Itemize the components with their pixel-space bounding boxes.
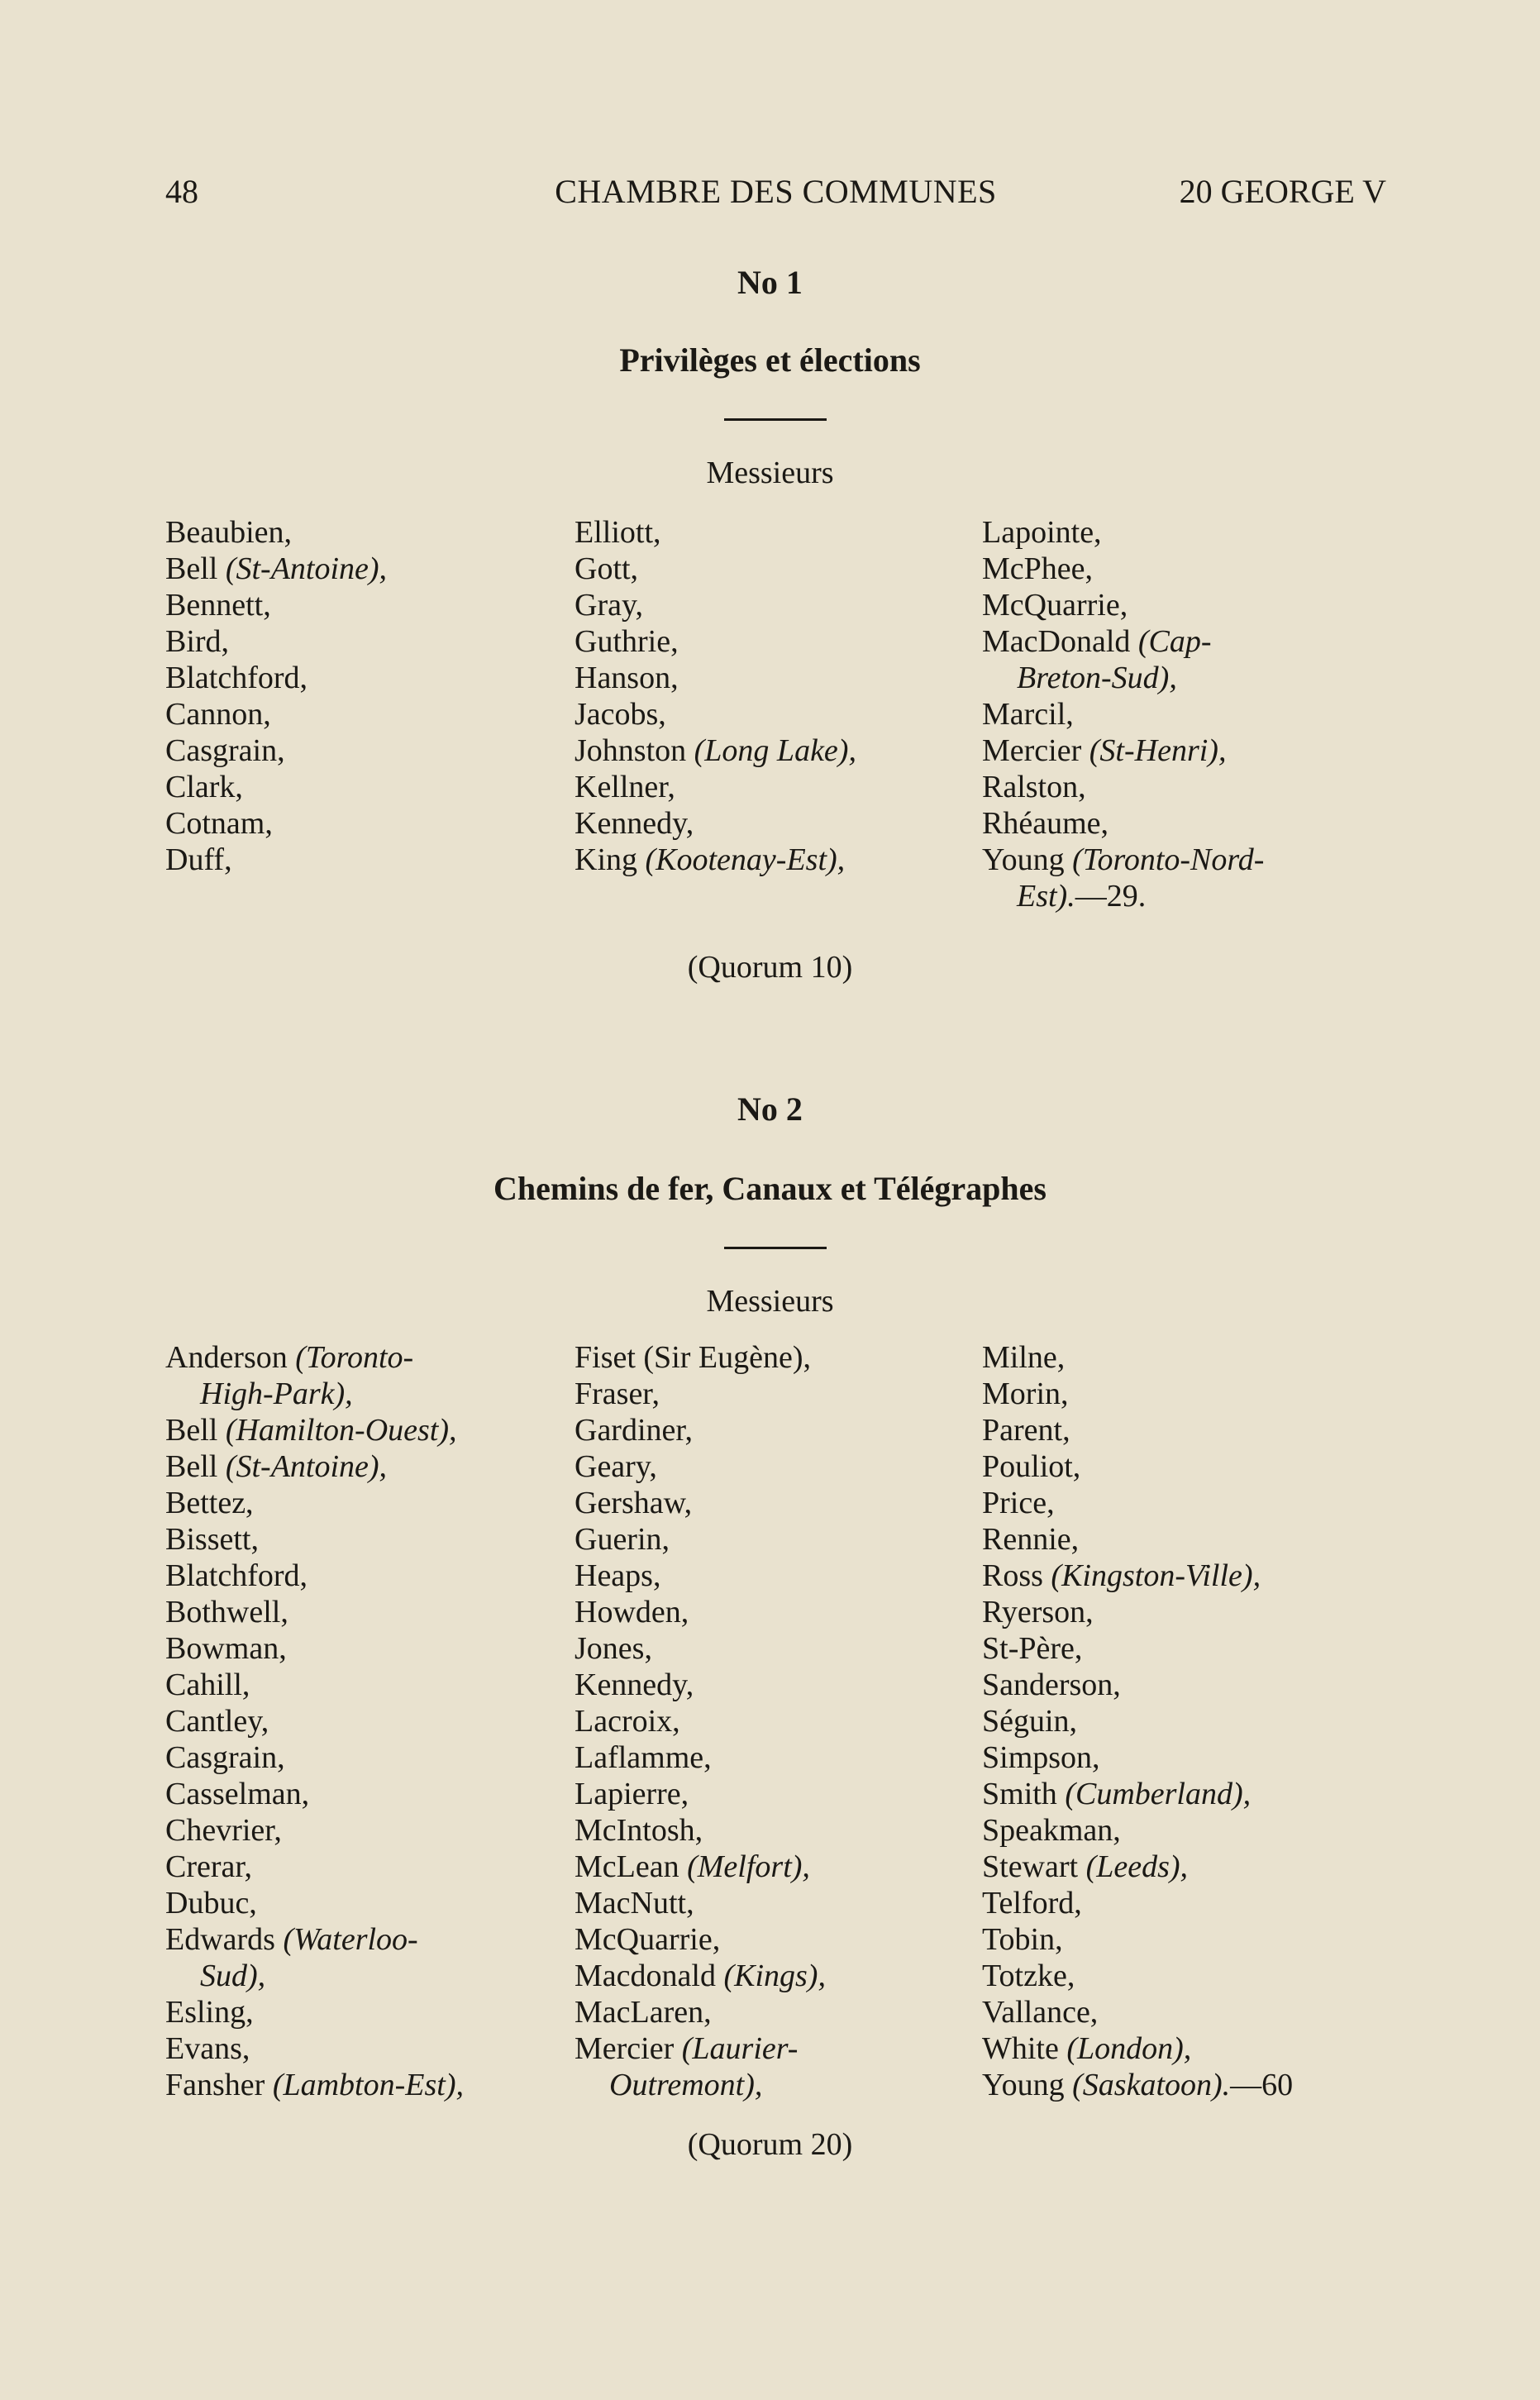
member-surname: Speakman, [982,1813,1121,1848]
member-surname: Macdonald [575,1959,724,1993]
member-surname: Guerin, [575,1522,670,1557]
member-name [982,1812,1293,1849]
member-name [982,1376,1293,1412]
member-surname: Fraser, [575,1377,660,1411]
member-surname: Geary, [575,1449,657,1484]
riding-name: (Long Lake), [694,733,856,768]
member-name [165,2030,464,2067]
member-name [575,732,856,769]
member-name [575,696,856,732]
member-surname: Milne, [982,1340,1066,1375]
members-column-2 [575,1339,826,2103]
member-name [982,1485,1293,1521]
member-surname: Tobin, [982,1922,1063,1957]
member-name-continuation [982,878,1264,914]
member-name [575,1739,826,1776]
member-surname: Fansher [165,2068,273,2102]
member-name-continuation [165,1376,464,1412]
member-surname: Bird, [165,624,230,659]
member-surname: McQuarrie, [575,1922,721,1957]
member-surname: Rhéaume, [982,806,1109,841]
member-surname: Dubuc, [165,1886,257,1920]
member-surname: Howden, [575,1595,689,1629]
member-surname: Young [982,842,1073,877]
committee-title: Chemins de fer, Canaux et Télégraphes [493,1170,1047,1207]
member-surname: Lacroix, [575,1704,680,1739]
member-name [982,1849,1293,1885]
member-name [575,587,856,623]
member-name [165,1521,464,1558]
member-name [575,769,856,805]
member-surname: Bettez, [165,1486,254,1520]
member-name [575,514,856,551]
member-name [982,1521,1293,1558]
member-surname: Gardiner, [575,1413,694,1448]
regnal-year: 20 GEORGE V [1179,173,1386,210]
member-surname: Parent, [982,1413,1070,1448]
member-name [165,842,387,878]
divider-rule [724,1247,827,1249]
member-surname: Anderson [165,1340,296,1375]
riding-name: (Cumberland), [1065,1777,1252,1811]
member-surname: Stewart [982,1849,1086,1884]
member-name [165,1448,464,1485]
member-surname: Duff, [165,842,232,877]
member-surname: McLean [575,1849,688,1884]
member-name [982,1994,1293,2030]
members-column-1 [165,1339,464,2103]
member-surname: McQuarrie, [982,588,1128,623]
member-surname: Bell [165,551,226,586]
member-name [165,1812,464,1849]
member-surname: Kellner, [575,770,675,804]
member-surname: Gott, [575,551,639,586]
messieurs-heading: Messieurs [706,456,834,490]
running-title: CHAMBRE DES COMMUNES [555,173,997,210]
riding-name: (Toronto- [295,1340,414,1375]
member-name [982,696,1264,732]
member-name [165,1339,464,1376]
member-name [982,1776,1293,1812]
member-name [982,623,1264,660]
member-name [165,1703,464,1739]
member-surname: Lapierre, [575,1777,689,1811]
member-surname: Ross [982,1558,1051,1593]
member-surname: Crerar, [165,1849,253,1884]
committee-number: No 1 [737,264,803,301]
member-surname: Jacobs, [575,697,666,732]
member-surname: Hanson, [575,661,679,695]
member-name [575,1485,826,1521]
member-surname: Ralston, [982,770,1086,804]
member-name [982,1703,1293,1739]
member-name [165,1739,464,1776]
members-column-1 [165,514,387,878]
riding-name: Outremont), [609,2068,763,2102]
member-name [982,1958,1293,1994]
riding-name: Breton-Sud), [1017,661,1177,695]
member-name [982,1339,1293,1376]
member-surname: Cantley, [165,1704,269,1739]
riding-name: Sud), [200,1959,266,1993]
member-name [575,623,856,660]
member-surname: Cannon, [165,697,271,732]
member-surname: Casgrain, [165,1740,285,1775]
member-name [165,514,387,551]
riding-name: (Saskatoon). [1072,2068,1231,2102]
member-name [165,1921,464,1958]
member-surname: Chevrier, [165,1813,282,1848]
member-name [165,1594,464,1630]
messieurs-heading: Messieurs [706,1284,834,1319]
member-surname: Beaubien, [165,515,293,550]
member-surname: Guthrie, [575,624,679,659]
member-surname: Bennett, [165,588,271,623]
member-name [982,1885,1293,1921]
member-name [982,1558,1293,1594]
member-name [982,842,1264,878]
member-surname: Simpson, [982,1740,1100,1775]
member-surname: Marcil, [982,697,1074,732]
member-surname: King [575,842,646,877]
member-name [165,1485,464,1521]
member-surname: Morin, [982,1377,1069,1411]
member-surname: White [982,2031,1067,2066]
riding-name: (London), [1066,2031,1192,2066]
member-name [575,1994,826,2030]
member-surname: Heaps, [575,1558,661,1593]
riding-name: (Kings), [723,1959,826,1993]
member-surname: Gershaw, [575,1486,693,1520]
member-surname: Blatchford, [165,661,308,695]
member-surname: Fiset (Sir Eugène), [575,1340,812,1375]
member-surname: Pouliot, [982,1449,1081,1484]
member-surname: Telford, [982,1886,1082,1920]
riding-name: High-Park), [200,1377,353,1411]
member-name [575,1630,826,1667]
riding-name: (Laurier- [681,2031,799,2066]
member-surname: Bell [165,1449,226,1484]
member-name [575,1849,826,1885]
member-surname: Evans, [165,2031,250,2066]
member-surname: Esling, [165,1995,254,2030]
member-surname: Lapointe, [982,515,1102,550]
member-name [982,2067,1293,2103]
member-name [165,623,387,660]
member-name [165,660,387,696]
member-surname: Edwards [165,1922,284,1957]
member-surname: Young [982,2068,1073,2102]
member-name [982,732,1264,769]
member-name [165,1412,464,1448]
member-name [165,587,387,623]
member-name [575,1558,826,1594]
member-name [982,1667,1293,1703]
riding-name: (Kingston-Ville), [1051,1558,1261,1593]
member-surname: Cotnam, [165,806,273,841]
member-surname: Jones, [575,1631,652,1666]
member-name [982,514,1264,551]
member-name [165,769,387,805]
member-name [575,1521,826,1558]
member-name [575,2030,826,2067]
member-surname: Clark, [165,770,243,804]
riding-name: (St-Antoine), [225,1449,388,1484]
riding-name: (Cap- [1137,624,1212,659]
member-name [575,1448,826,1485]
member-name [575,1812,826,1849]
member-name [982,1448,1293,1485]
member-name [165,1849,464,1885]
member-name-continuation [575,2067,826,2103]
member-name [165,1776,464,1812]
member-surname: Laflamme, [575,1740,712,1775]
member-name [575,1376,826,1412]
member-surname: Bothwell, [165,1595,288,1629]
member-name [575,1594,826,1630]
member-surname: Kennedy, [575,806,694,841]
member-surname: Smith [982,1777,1066,1811]
member-name [575,805,856,842]
member-name [165,551,387,587]
riding-name: (St-Henri), [1089,733,1227,768]
member-surname: Casselman, [165,1777,310,1811]
member-name [982,805,1264,842]
page-header [165,172,1386,213]
member-name [982,1739,1293,1776]
member-name [575,1958,826,1994]
member-surname: MacDonald [982,624,1138,659]
member-surname: MacNutt, [575,1886,694,1920]
member-name [165,2067,464,2103]
member-count: —29. [1075,879,1147,914]
member-surname: Sanderson, [982,1668,1121,1702]
page-number: 48 [165,173,198,210]
member-name-continuation [165,1958,464,1994]
member-name [982,2030,1293,2067]
member-name [575,842,856,878]
member-surname: Bowman, [165,1631,287,1666]
member-surname: Johnston [575,733,694,768]
member-surname: Price, [982,1486,1055,1520]
member-name [165,696,387,732]
member-surname: Blatchford, [165,1558,308,1593]
member-surname: MacLaren, [575,1995,712,2030]
member-name [575,660,856,696]
member-name [575,551,856,587]
member-surname: Mercier [575,2031,682,2066]
committee-title: Privilèges et élections [619,341,921,379]
riding-name: (Kootenay-Est), [645,842,846,877]
member-surname: Kennedy, [575,1668,694,1702]
divider-rule [724,418,827,421]
member-name-continuation [982,660,1264,696]
riding-name: (Melfort), [687,1849,810,1884]
member-name [165,805,387,842]
member-name [165,1885,464,1921]
member-surname: Gray, [575,588,643,623]
quorum-note: (Quorum 10) [687,950,853,985]
member-name [982,1630,1293,1667]
quorum-note: (Quorum 20) [687,2127,853,2162]
riding-name: (Lambton-Est), [272,2068,464,2102]
members-column-2 [575,514,856,878]
member-name [575,1703,826,1739]
riding-name: (Hamilton-Ouest), [225,1413,457,1448]
member-name [982,1921,1293,1958]
member-name [165,732,387,769]
member-surname: McPhee, [982,551,1094,586]
riding-name: (St-Antoine), [225,551,388,586]
members-column-3 [982,1339,1293,2103]
riding-name: (Waterloo- [283,1922,418,1957]
member-name [982,769,1264,805]
member-count: —60 [1230,2068,1294,2102]
member-name [575,1885,826,1921]
member-surname: St-Père, [982,1631,1083,1666]
riding-name: (Toronto-Nord- [1072,842,1265,877]
member-surname: McIntosh, [575,1813,703,1848]
member-surname: Bissett, [165,1522,259,1557]
member-surname: Séguin, [982,1704,1078,1739]
member-name [165,1630,464,1667]
member-name [165,1994,464,2030]
members-column-3 [982,514,1264,914]
member-surname: Mercier [982,733,1089,768]
member-name [982,551,1264,587]
riding-name: (Leeds), [1085,1849,1189,1884]
member-surname: Ryerson, [982,1595,1094,1629]
committee-number: No 2 [737,1090,803,1128]
member-surname: Totzke, [982,1959,1075,1993]
member-surname: Rennie, [982,1522,1080,1557]
member-name [165,1667,464,1703]
member-name [165,1558,464,1594]
member-surname: Casgrain, [165,733,285,768]
member-name [575,1412,826,1448]
member-surname: Elliott, [575,515,661,550]
member-name [575,1921,826,1958]
member-name [575,1667,826,1703]
member-name [982,1594,1293,1630]
member-surname: Bell [165,1413,226,1448]
member-name [982,1412,1293,1448]
member-name [575,1339,826,1376]
member-name [575,1776,826,1812]
member-name [982,587,1264,623]
member-surname: Vallance, [982,1995,1099,2030]
member-surname: Cahill, [165,1668,250,1702]
riding-name: Est). [1017,879,1075,914]
